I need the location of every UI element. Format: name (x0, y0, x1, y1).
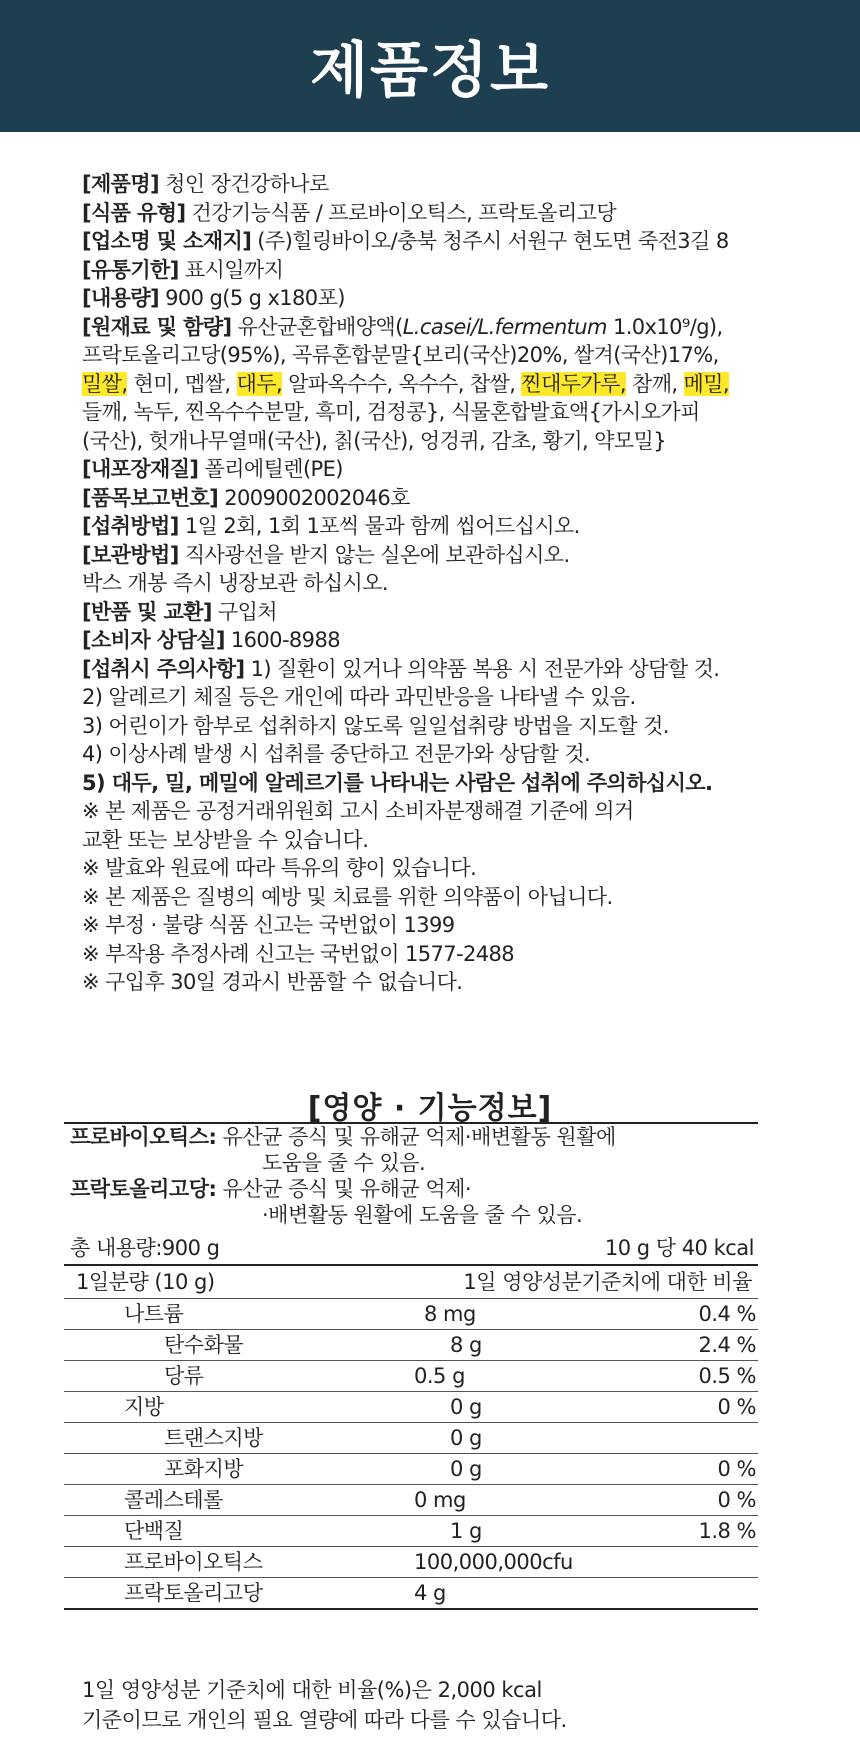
food-type-value: 건강기능식품 / 프로바이오틱스, 프락토올리고당 (185, 200, 617, 225)
nutrient-name: 프락토올리고당 (124, 1581, 263, 1605)
probiotics-claim-text-1: 유산균 증식 및 유해균 억제·배변활동 원활에 (216, 1125, 616, 1149)
storage-line (82, 541, 782, 570)
report-no-value: 2009002002046호 (218, 485, 410, 510)
content-value: 900 g(5 g x180포) (159, 286, 345, 310)
product-name-value: 청인 장건강하나로 (159, 172, 329, 196)
page-title: 제품정보 (310, 36, 550, 106)
caution-line-5: 5) 대두, 밀, 메밀에 알레르기를 나타내는 사람은 섭취에 주의하십시오. (82, 770, 713, 795)
intake-value: 1일 2회, 1회 1포씩 물과 함께 씹어드십시오. (178, 514, 580, 538)
nutrient-row (64, 1330, 758, 1361)
fos-claim-line-2: ·배변활동 원활에 도움을 줄 수 있음. (262, 1203, 583, 1227)
total-content: 총 내용량:900 g (70, 1236, 220, 1260)
nutrient-name: 프로바이오틱스 (124, 1550, 263, 1574)
ingredients-text-1a: 유산균혼합배양액( (231, 314, 403, 339)
nutrient-row (64, 1454, 758, 1485)
allergen-highlight-soy: 대두, (236, 371, 283, 396)
ingredients-text-1b: 1.0x10⁹/g), (606, 314, 723, 339)
manufacturer-label: [업소명 및 소재지] (82, 229, 252, 253)
nutrient-amount: 100,000,000cfu (414, 1550, 573, 1574)
caution-line-3: 3) 어린이가 함부로 섭취하지 않도록 일일섭취량 방법을 지도할 것. (82, 713, 669, 738)
footnote-line-2: 기준이므로 개인의 필요 열량에 따라 다를 수 있습니다. (82, 1708, 567, 1732)
nutrient-amount: 0 g (450, 1457, 482, 1481)
nutrient-amount: 8 g (450, 1333, 482, 1357)
nutrient-row (64, 1578, 758, 1608)
nutrient-amount: 0 mg (414, 1488, 466, 1512)
nutrient-amount: 1 g (450, 1519, 482, 1543)
intake-line (82, 512, 782, 541)
function-claims (64, 1124, 758, 1228)
return-label: [반품 및 교환] (82, 599, 212, 624)
nutrient-rows (64, 1299, 758, 1608)
nutrient-name: 탄수화물 (164, 1333, 244, 1357)
caution-label: [섭취시 주의사항] (82, 656, 245, 681)
ingredients-strain-names: L.casei/L.fermentum (402, 314, 607, 339)
consumer-value: 1600-8988 (224, 628, 340, 652)
nutrient-row (64, 1485, 758, 1516)
nutrient-daily-value: 0 % (717, 1395, 756, 1419)
storage-label: [보관방법] (82, 542, 179, 567)
nutrient-name: 지방 (124, 1395, 164, 1419)
caution-text-1: 1) 질환이 있거나 의약품 복용 시 전문가와 상담할 것. (244, 656, 720, 681)
product-info-block (82, 170, 782, 997)
daily-serving-header: 1일분량 (10 g) (76, 1270, 215, 1294)
note-line: ※ 구입후 30일 경과시 반품할 수 없습니다. (82, 970, 463, 994)
expiry-value: 표시일까지 (178, 257, 284, 282)
daily-value-header: 1일 영양성분기준치에 대한 비율 (463, 1270, 752, 1294)
nutrient-row (64, 1299, 758, 1330)
nutrient-amount: 4 g (414, 1581, 446, 1605)
header-banner (0, 0, 860, 132)
report-no-label: [품목보고번호] (82, 485, 219, 510)
nutrient-name: 나트륨 (124, 1302, 184, 1326)
return-value: 구입처 (211, 599, 277, 624)
product-name-line (82, 170, 782, 199)
nutrient-daily-value: 2.4 % (698, 1333, 756, 1357)
nutrient-row (64, 1361, 758, 1392)
nutrient-amount: 0 g (450, 1395, 482, 1419)
allergen-highlight-buckwheat: 메밀, (683, 371, 729, 396)
storage-line-2: 박스 개봉 즉시 냉장보관 하십시오. (82, 571, 388, 595)
nutrient-amount: 0 g (450, 1426, 482, 1450)
nutrient-daily-value: 1.8 % (698, 1519, 756, 1543)
nutrient-daily-value (586, 1578, 756, 1608)
nutrient-row (64, 1392, 758, 1423)
content-line (82, 284, 782, 313)
packaging-line (82, 455, 782, 484)
note-line: ※ 발효와 원료에 따라 특유의 향이 있습니다. (82, 856, 477, 880)
caution-line-4: 4) 이상사례 발생 시 섭취를 중단하고 전문가와 상담할 것. (82, 742, 591, 766)
storage-value: 직사광선을 받지 않는 실온에 보관하십시오. (178, 542, 570, 567)
nutrient-daily-value (586, 1547, 756, 1577)
consumer-line (82, 626, 782, 655)
nutrient-daily-value: 0 % (717, 1457, 756, 1481)
fos-claim-line-1 (70, 1176, 758, 1202)
probiotics-label: 프로바이오틱스: (70, 1125, 217, 1149)
total-content-row (64, 1230, 758, 1266)
table-header-row (64, 1266, 758, 1299)
product-name-label: [제품명] (82, 172, 160, 196)
nutrient-row (64, 1423, 758, 1454)
nutrient-daily-value: 0.5 % (698, 1364, 756, 1388)
ingredients-line-1 (82, 313, 782, 342)
food-type-label: [식품 유형] (82, 200, 186, 225)
nutrient-amount: 0.5 g (414, 1364, 465, 1388)
expiry-label: [유통기한] (82, 257, 179, 282)
ingredients-line-2: 프락토올리고당(95%), 곡류혼합분말{보리(국산)20%, 쌀겨(국산)17%, (82, 343, 719, 367)
nutrient-row (64, 1516, 758, 1547)
nutrient-daily-value: 0 % (717, 1488, 756, 1512)
kcal-per-serving: 10 g 당 40 kcal (604, 1236, 754, 1260)
nutrient-name: 포화지방 (164, 1457, 244, 1481)
ingredients-text-3c: 참깨, (625, 371, 684, 396)
probiotics-claim-line-2: 도움을 줄 수 있음. (262, 1151, 426, 1175)
report-no-line (82, 484, 782, 513)
caution-line-2: 2) 알레르기 체질 등은 개인에 따라 과민반응을 나타낼 수 있음. (82, 685, 636, 709)
note-line: 교환 또는 보상받을 수 있습니다. (82, 827, 369, 852)
fos-claim-text-1: 유산균 증식 및 유해균 억제· (216, 1177, 472, 1201)
nutrition-title: [영양 · 기능정보] (307, 1091, 553, 1126)
ingredients-line-4: 들깨, 녹두, 찐옥수수분말, 흑미, 검정콩}, 식물혼합발효액{가시오가피 (82, 400, 700, 424)
food-type-line (82, 199, 782, 228)
note-line: ※ 부작용 추정사례 신고는 국번없이 1577-2488 (82, 941, 515, 966)
manufacturer-line (82, 227, 782, 256)
ingredients-text-3b: 알파옥수수, 옥수수, 찹쌀, (282, 371, 522, 396)
nutrient-amount: 8 mg (424, 1302, 476, 1326)
ingredients-text-3a: 현미, 멥쌀, (127, 371, 237, 396)
ingredients-line-3 (82, 370, 782, 399)
nutrient-name: 단백질 (124, 1519, 184, 1543)
manufacturer-value: (주)힐링바이오/충북 청주시 서원구 현도면 죽전3길 8 (251, 229, 729, 253)
content-label: [내용량] (82, 286, 160, 310)
note-line: ※ 부정 · 불량 식품 신고는 국번없이 1399 (82, 913, 455, 937)
caution-line-1 (82, 655, 782, 684)
nutrient-row (64, 1547, 758, 1578)
nutrient-name: 당류 (164, 1364, 204, 1388)
nutrition-table (64, 1122, 758, 1610)
packaging-value: 폴리에틸렌(PE) (198, 457, 343, 481)
footnote-line-1: 1일 영양성분 기준치에 대한 비율(%)은 2,000 kcal (82, 1678, 542, 1702)
nutrition-footnote (82, 1675, 782, 1735)
note-line: ※ 본 제품은 공정거래위원회 고시 소비자분쟁해결 기준에 의거 (82, 799, 634, 823)
consumer-label: [소비자 상담실] (82, 628, 225, 652)
note-line: ※ 본 제품은 질병의 예방 및 치료를 위한 의약품이 아닙니다. (82, 884, 613, 909)
expiry-line (82, 256, 782, 285)
nutrient-name: 트랜스지방 (164, 1426, 263, 1450)
packaging-label: [내포장재질] (82, 457, 199, 481)
fos-label: 프락토올리고당: (70, 1177, 217, 1201)
ingredients-line-5: (국산), 헛개나무열매(국산), 칡(국산), 엉겅퀴, 감초, 황기, 약모밀} (82, 428, 666, 453)
nutrient-name: 콜레스테롤 (124, 1488, 223, 1512)
ingredients-label: [원재료 및 함량] (82, 314, 232, 339)
nutrient-daily-value: 0.4 % (698, 1302, 756, 1326)
return-line (82, 598, 782, 627)
nutrient-daily-value (586, 1423, 756, 1453)
probiotics-claim-line-1 (70, 1124, 758, 1150)
intake-label: [섭취방법] (82, 514, 179, 538)
allergen-highlight-wheat: 밀쌀, (82, 371, 128, 396)
allergen-highlight-steamed-soy: 찐대두가루, (521, 371, 626, 396)
